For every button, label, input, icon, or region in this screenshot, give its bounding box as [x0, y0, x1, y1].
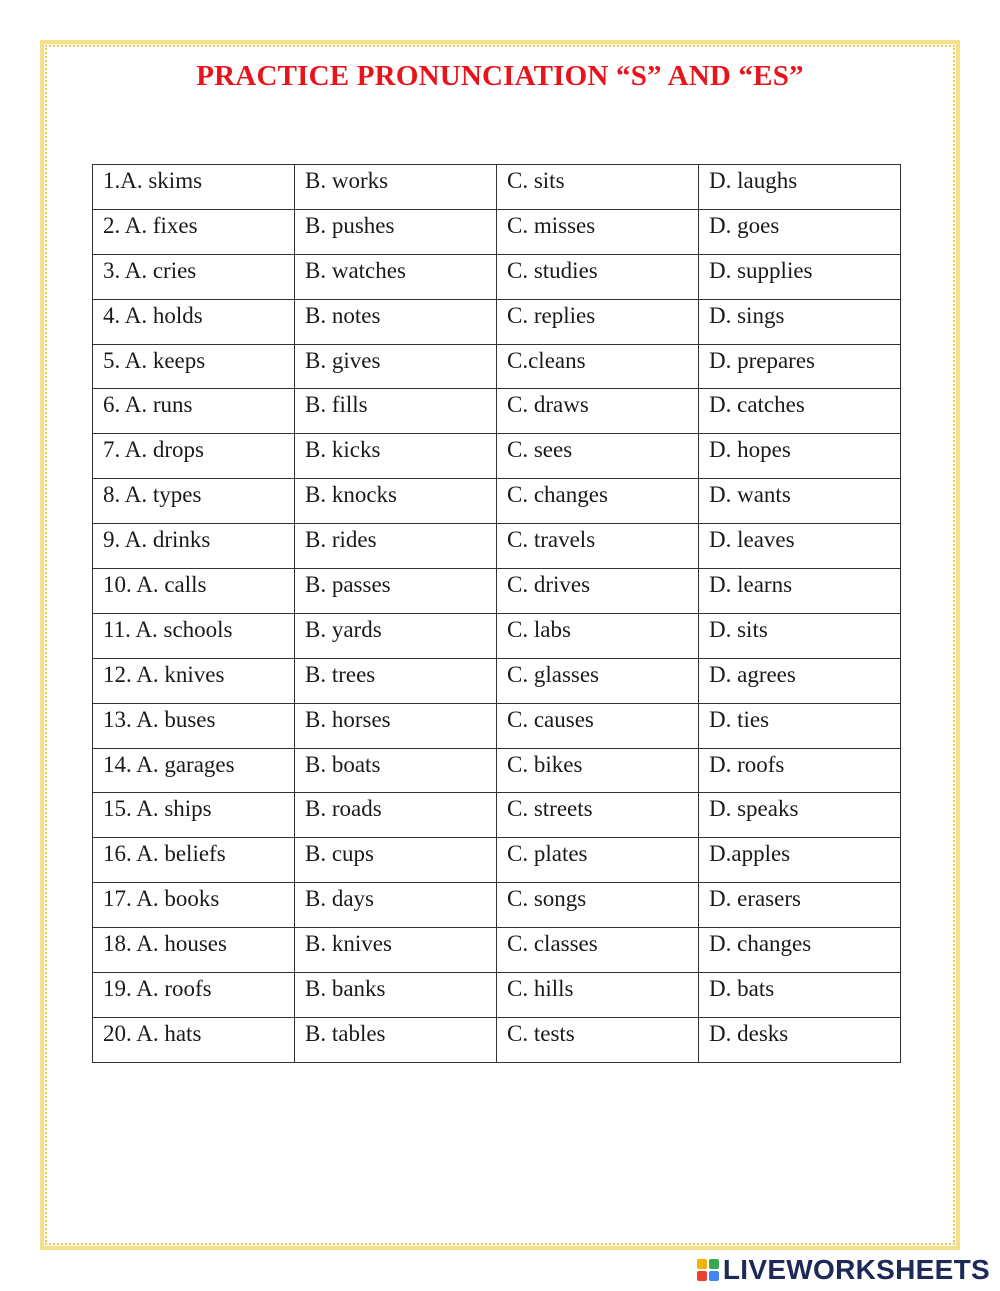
option-c-cell[interactable]: C. draws — [497, 389, 699, 434]
page-title: PRACTICE PRONUNCIATION “S” AND “ES” — [196, 60, 804, 92]
option-c-cell[interactable]: C. misses — [497, 209, 699, 254]
option-b-cell[interactable]: B. banks — [295, 973, 497, 1018]
option-b-cell[interactable]: B. fills — [295, 389, 497, 434]
option-d-cell[interactable]: D. desks — [699, 1017, 901, 1062]
option-a-cell[interactable]: 14. A. garages — [93, 748, 295, 793]
question-row — [93, 569, 901, 614]
question-row — [93, 928, 901, 973]
question-row — [93, 748, 901, 793]
question-row — [93, 883, 901, 928]
option-b-cell[interactable]: B. rides — [295, 524, 497, 569]
option-a-cell[interactable]: 12. A. knives — [93, 658, 295, 703]
option-c-cell[interactable]: C. studies — [497, 254, 699, 299]
option-d-cell[interactable]: D. prepares — [699, 344, 901, 389]
option-c-cell[interactable]: C. glasses — [497, 658, 699, 703]
question-row — [93, 434, 901, 479]
option-c-cell[interactable]: C. streets — [497, 793, 699, 838]
option-d-cell[interactable]: D. agrees — [699, 658, 901, 703]
option-a-cell[interactable]: 2. A. fixes — [93, 209, 295, 254]
option-b-cell[interactable]: B. cups — [295, 838, 497, 883]
brand-text: LIVEWORKSHEETS — [722, 1254, 990, 1285]
option-a-cell[interactable]: 13. A. buses — [93, 703, 295, 748]
option-c-cell[interactable]: C. tests — [497, 1017, 699, 1062]
option-b-cell[interactable]: B. pushes — [295, 209, 497, 254]
option-a-cell[interactable]: 10. A. calls — [93, 569, 295, 614]
option-d-cell[interactable]: D. sings — [699, 299, 901, 344]
option-c-cell[interactable]: C.cleans — [497, 344, 699, 389]
question-row — [93, 973, 901, 1018]
logo-square — [697, 1271, 707, 1281]
option-c-cell[interactable]: C. bikes — [497, 748, 699, 793]
option-a-cell[interactable]: 16. A. beliefs — [93, 838, 295, 883]
option-c-cell[interactable]: C. hills — [497, 973, 699, 1018]
option-a-cell[interactable]: 7. A. drops — [93, 434, 295, 479]
option-b-cell[interactable]: B. tables — [295, 1017, 497, 1062]
option-a-cell[interactable]: 1.A. skims — [93, 165, 295, 210]
option-b-cell[interactable]: B. trees — [295, 658, 497, 703]
option-a-cell[interactable]: 18. A. houses — [93, 928, 295, 973]
option-c-cell[interactable]: C. sees — [497, 434, 699, 479]
option-a-cell[interactable]: 4. A. holds — [93, 299, 295, 344]
option-b-cell[interactable]: B. knives — [295, 928, 497, 973]
option-a-cell[interactable]: 8. A. types — [93, 479, 295, 524]
option-a-cell[interactable]: 9. A. drinks — [93, 524, 295, 569]
option-d-cell[interactable]: D. erasers — [699, 883, 901, 928]
question-row — [93, 165, 901, 210]
option-d-cell[interactable]: D.apples — [699, 838, 901, 883]
liveworksheets-brand[interactable] — [697, 1255, 990, 1285]
question-row — [93, 1017, 901, 1062]
option-d-cell[interactable]: D. laughs — [699, 165, 901, 210]
option-d-cell[interactable]: D. ties — [699, 703, 901, 748]
option-b-cell[interactable]: B. kicks — [295, 434, 497, 479]
question-row — [93, 658, 901, 703]
option-b-cell[interactable]: B. gives — [295, 344, 497, 389]
option-d-cell[interactable]: D. catches — [699, 389, 901, 434]
option-d-cell[interactable]: D. goes — [699, 209, 901, 254]
logo-square — [709, 1271, 719, 1281]
option-c-cell[interactable]: C. songs — [497, 883, 699, 928]
option-b-cell[interactable]: B. knocks — [295, 479, 497, 524]
option-d-cell[interactable]: D. changes — [699, 928, 901, 973]
option-a-cell[interactable]: 15. A. ships — [93, 793, 295, 838]
question-row — [93, 344, 901, 389]
question-row — [93, 703, 901, 748]
option-d-cell[interactable]: D. supplies — [699, 254, 901, 299]
option-a-cell[interactable]: 20. A. hats — [93, 1017, 295, 1062]
option-a-cell[interactable]: 17. A. books — [93, 883, 295, 928]
liveworksheets-logo-icon — [697, 1259, 719, 1281]
option-a-cell[interactable]: 3. A. cries — [93, 254, 295, 299]
question-row — [93, 479, 901, 524]
option-b-cell[interactable]: B. days — [295, 883, 497, 928]
question-row — [93, 613, 901, 658]
option-b-cell[interactable]: B. horses — [295, 703, 497, 748]
option-b-cell[interactable]: B. works — [295, 165, 497, 210]
option-a-cell[interactable]: 6. A. runs — [93, 389, 295, 434]
option-d-cell[interactable]: D. learns — [699, 569, 901, 614]
option-d-cell[interactable]: D. roofs — [699, 748, 901, 793]
exercise-table — [92, 164, 901, 1063]
option-d-cell[interactable]: D. sits — [699, 613, 901, 658]
option-c-cell[interactable]: C. plates — [497, 838, 699, 883]
option-d-cell[interactable]: D. wants — [699, 479, 901, 524]
option-c-cell[interactable]: C. classes — [497, 928, 699, 973]
question-row — [93, 254, 901, 299]
option-c-cell[interactable]: C. replies — [497, 299, 699, 344]
question-row — [93, 389, 901, 434]
question-row — [93, 209, 901, 254]
option-c-cell[interactable]: C. sits — [497, 165, 699, 210]
option-b-cell[interactable]: B. passes — [295, 569, 497, 614]
option-b-cell[interactable]: B. notes — [295, 299, 497, 344]
option-b-cell[interactable]: B. watches — [295, 254, 497, 299]
option-b-cell[interactable]: B. yards — [295, 613, 497, 658]
option-c-cell[interactable]: C. causes — [497, 703, 699, 748]
option-c-cell[interactable]: C. labs — [497, 613, 699, 658]
option-a-cell[interactable]: 19. A. roofs — [93, 973, 295, 1018]
option-d-cell[interactable]: D. bats — [699, 973, 901, 1018]
question-row — [93, 838, 901, 883]
option-d-cell[interactable]: D. speaks — [699, 793, 901, 838]
question-row — [93, 299, 901, 344]
option-b-cell[interactable]: B. roads — [295, 793, 497, 838]
option-a-cell[interactable]: 5. A. keeps — [93, 344, 295, 389]
logo-square — [709, 1259, 719, 1269]
option-c-cell[interactable]: C. changes — [497, 479, 699, 524]
question-row — [93, 793, 901, 838]
logo-square — [697, 1259, 707, 1269]
option-c-cell[interactable]: C. drives — [497, 569, 699, 614]
question-row — [93, 524, 901, 569]
option-b-cell[interactable]: B. boats — [295, 748, 497, 793]
option-a-cell[interactable]: 11. A. schools — [93, 613, 295, 658]
option-c-cell[interactable]: C. travels — [497, 524, 699, 569]
option-d-cell[interactable]: D. hopes — [699, 434, 901, 479]
option-d-cell[interactable]: D. leaves — [699, 524, 901, 569]
